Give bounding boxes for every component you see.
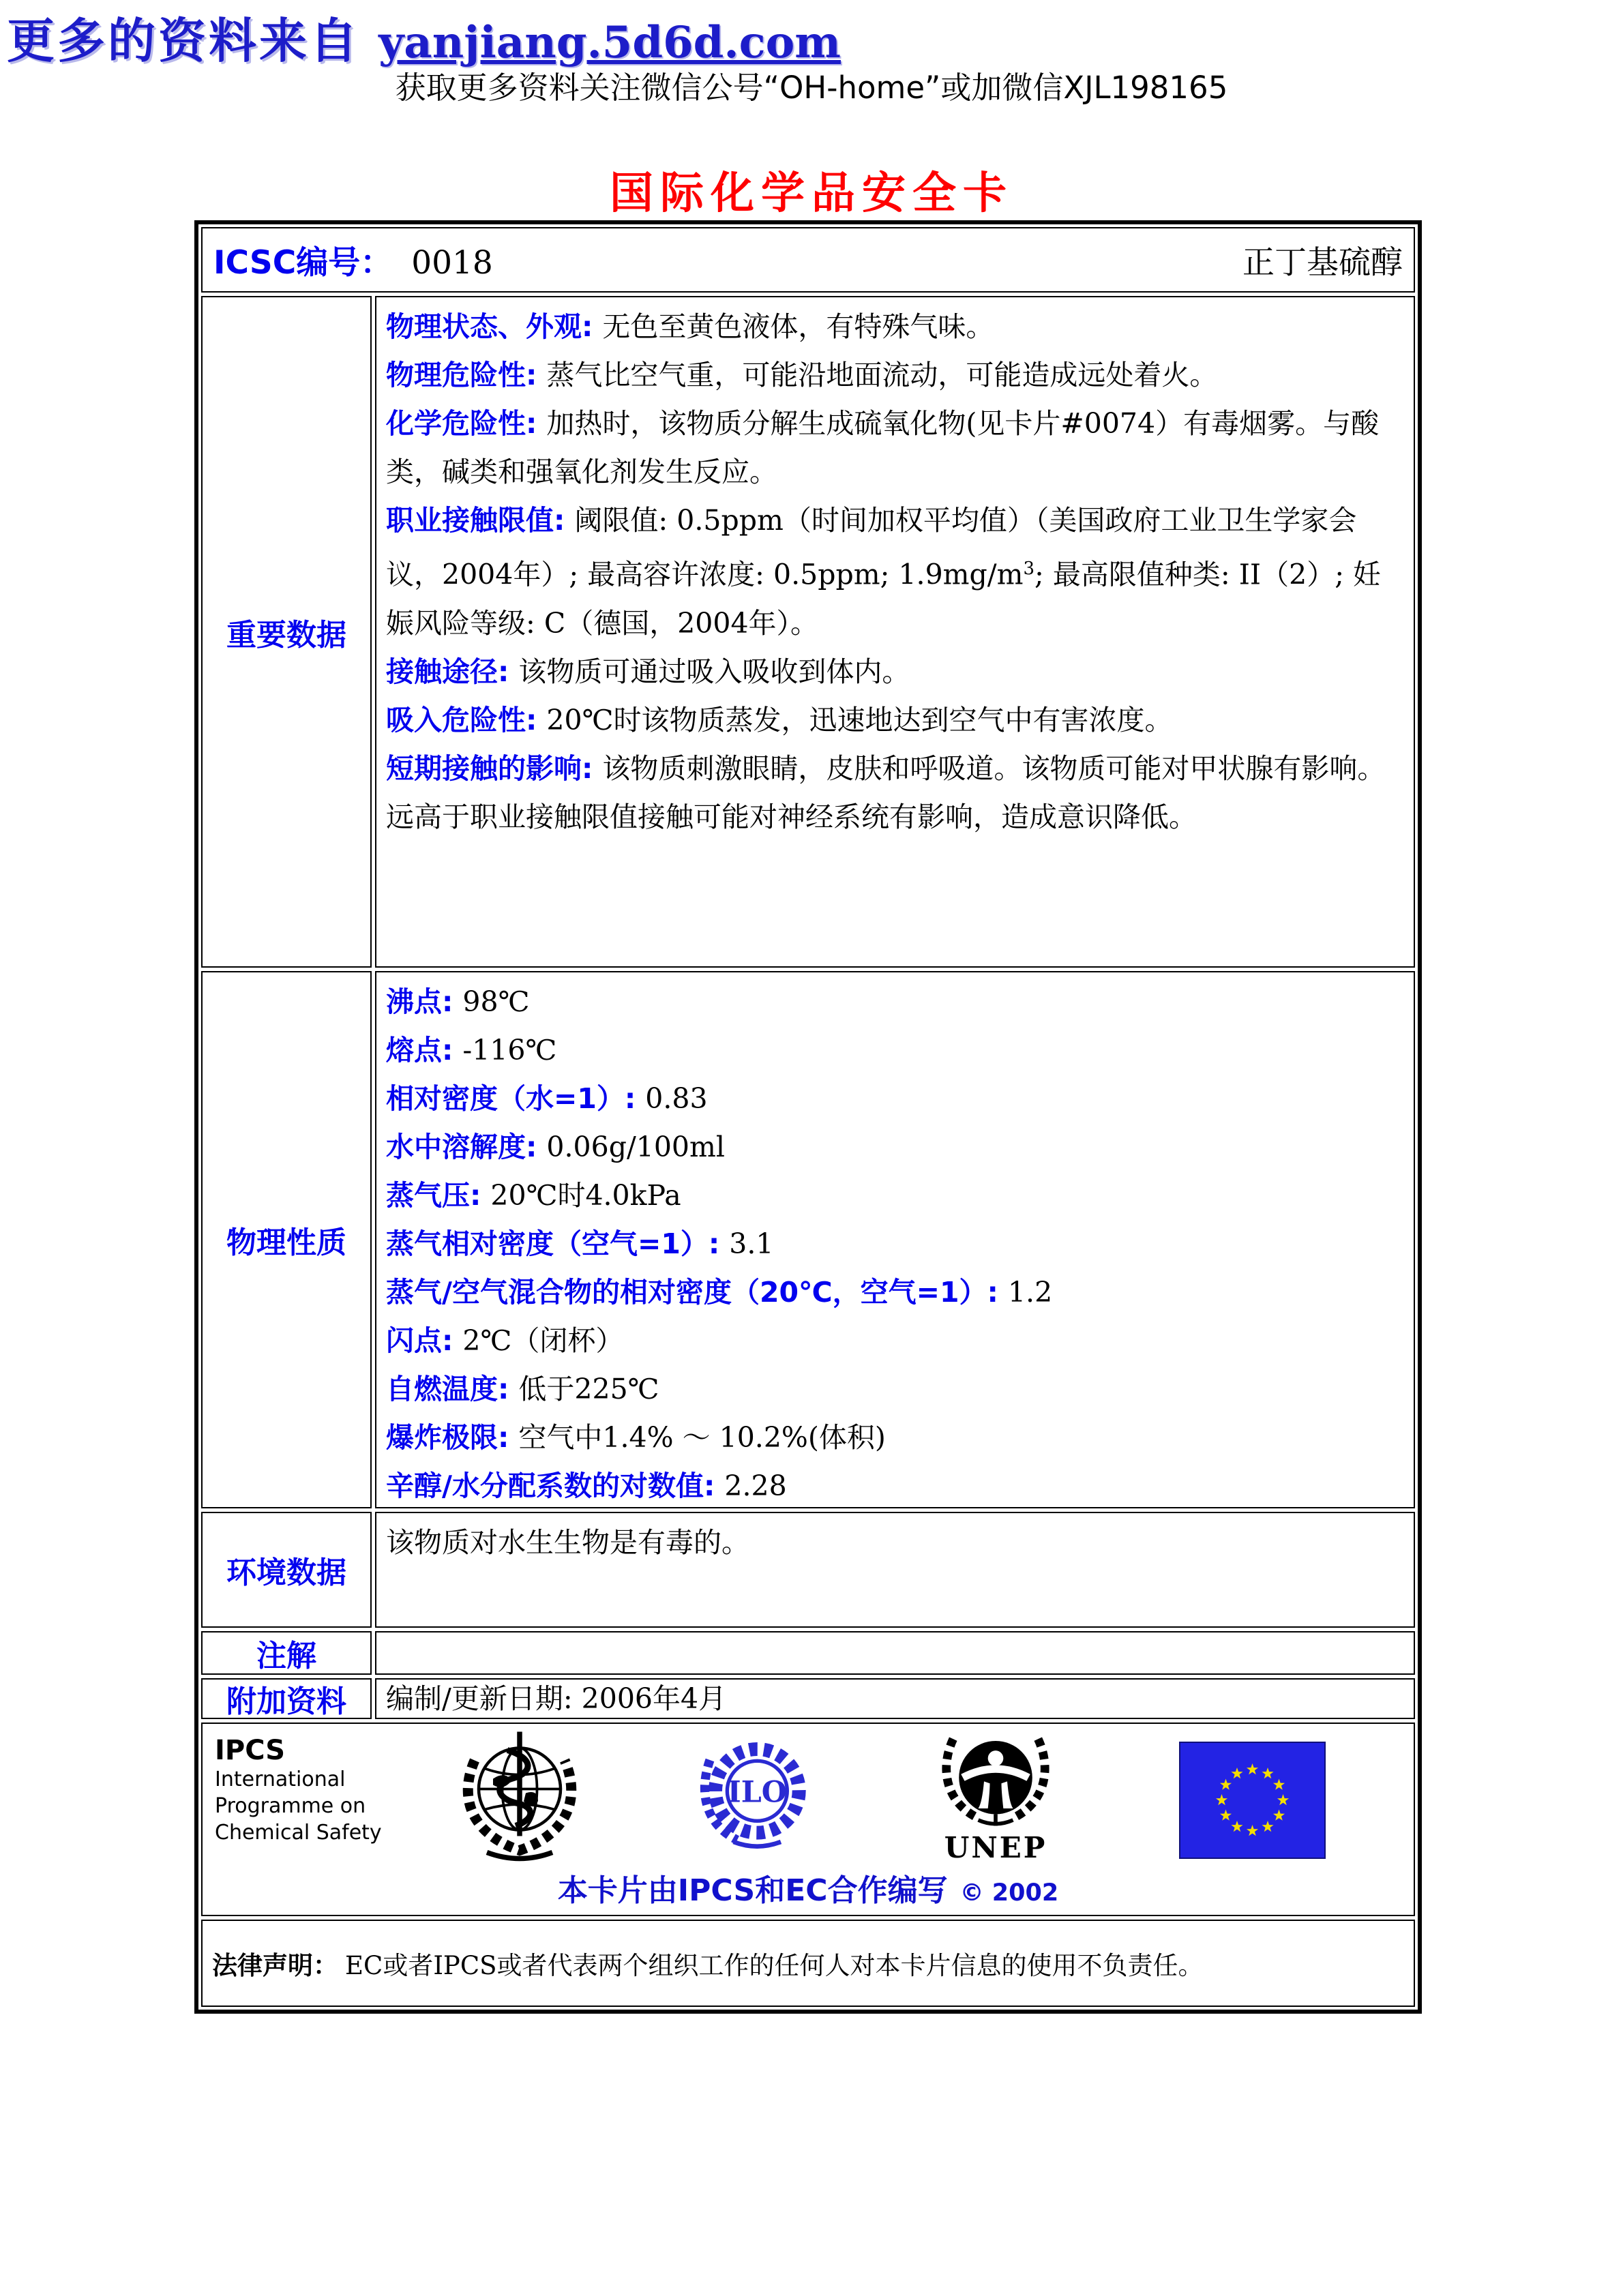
superscript-3: 3 bbox=[1023, 558, 1035, 579]
unep-logo-icon bbox=[938, 1729, 1054, 1862]
item-label: 吸入危险性: bbox=[386, 703, 537, 736]
physical-item bbox=[386, 1462, 1401, 1510]
additional-info-row bbox=[201, 1678, 1415, 1719]
item-value: 2℃（闭杯） bbox=[462, 1324, 624, 1357]
notes-content bbox=[375, 1631, 1415, 1675]
icsc-number-group bbox=[213, 237, 493, 283]
notes-row bbox=[201, 1631, 1415, 1675]
item-label: 接触途径: bbox=[386, 655, 509, 688]
item-label: 短期接触的影响: bbox=[386, 751, 593, 785]
important-item bbox=[386, 696, 1401, 745]
cooperation-text: 本卡片由IPCS和EC合作编写 bbox=[557, 1873, 948, 1908]
environment-data-content bbox=[375, 1512, 1415, 1628]
item-value: 低于225℃ bbox=[518, 1373, 659, 1405]
item-text: 蒸气比空气重，可能沿地面流动，可能造成远处着火。 bbox=[546, 359, 1218, 391]
section-label-physical: 物理性质 bbox=[201, 971, 372, 1508]
item-text: ; 最高限值种类: II（2）; 妊娠风险等级: C（德国，2004年）。 bbox=[386, 558, 1382, 640]
environment-data-row bbox=[201, 1512, 1415, 1628]
item-text: 加热时，该物质分解生成硫氧化物(见卡片#0074）有毒烟雾。与酸类，碱类和强氧化剂发生反应。 bbox=[386, 407, 1380, 488]
item-value: -116℃ bbox=[462, 1034, 557, 1067]
physical-item bbox=[386, 1365, 1401, 1414]
additional-info-content: 编制/更新日期: 2006年4月 bbox=[375, 1678, 1415, 1719]
item-value: 0.06g/100ml bbox=[546, 1131, 726, 1163]
cooperation-note bbox=[203, 1866, 1414, 1909]
section-label-notes: 注解 bbox=[201, 1631, 372, 1675]
physical-item bbox=[386, 1220, 1401, 1268]
important-data-row bbox=[201, 296, 1415, 968]
legal-row bbox=[201, 1920, 1415, 2007]
item-text: 20℃时该物质蒸发，迅速地达到空气中有害浓度。 bbox=[546, 703, 1173, 736]
icsc-number: 0018 bbox=[411, 243, 493, 282]
banner-text: 更多的资料来自 bbox=[7, 13, 360, 69]
ipcs-title: IPCS bbox=[215, 1735, 286, 1766]
item-text: 阈限值: 0.5ppm（时间加权平均值）（美国政府工业卫生学家会议，2004年）; 最高容许浓度: 0.5ppm; 1.9mg/m bbox=[386, 504, 1357, 591]
page-title: 国际化学品安全卡 bbox=[610, 168, 1013, 219]
item-value: 20℃时4.0kPa bbox=[490, 1179, 681, 1212]
section-label-environment: 环境数据 bbox=[201, 1512, 372, 1628]
environment-text: 该物质对水生生物是有毒的。 bbox=[386, 1526, 749, 1559]
important-item bbox=[386, 351, 1401, 400]
section-label-important: 重要数据 bbox=[201, 296, 372, 968]
icsc-header-cell bbox=[201, 227, 1415, 293]
item-label: 蒸气压: bbox=[386, 1179, 481, 1212]
item-label: 相对密度（水=1）: bbox=[386, 1082, 636, 1115]
who-logo-icon bbox=[458, 1729, 581, 1872]
item-label: 沸点: bbox=[386, 985, 453, 1018]
item-value: 98℃ bbox=[462, 985, 530, 1018]
item-label: 闪点: bbox=[386, 1324, 453, 1357]
item-label: 熔点: bbox=[386, 1034, 453, 1067]
important-item bbox=[386, 303, 1401, 351]
copyright-year: © 2002 bbox=[959, 1879, 1059, 1907]
logos-cell bbox=[201, 1723, 1415, 1916]
physical-item bbox=[386, 1026, 1401, 1075]
physical-properties-row bbox=[201, 971, 1415, 1508]
legal-label: 法律声明： bbox=[212, 1951, 338, 1980]
banner-site-link[interactable]: yanjiang.5d6d.com bbox=[378, 17, 841, 68]
item-label: 水中溶解度: bbox=[386, 1131, 537, 1163]
icsc-header-row bbox=[201, 227, 1415, 293]
physical-properties-content bbox=[375, 971, 1415, 1508]
banner bbox=[7, 3, 841, 72]
item-value: 1.2 bbox=[1007, 1276, 1053, 1309]
legal-text: EC或者IPCS或者代表两个组织工作的任何人对本卡片信息的使用不负责任。 bbox=[345, 1951, 1204, 1980]
item-value: 3.1 bbox=[729, 1227, 774, 1260]
important-item bbox=[386, 648, 1401, 696]
important-item bbox=[386, 400, 1401, 496]
ilo-logo-icon bbox=[699, 1733, 808, 1866]
item-label: 自燃温度: bbox=[386, 1373, 509, 1405]
banner-subtitle: 获取更多资料关注微信公号“OH-home”或加微信XJL198165 bbox=[395, 70, 1228, 106]
item-label: 职业接触限值: bbox=[386, 504, 565, 537]
physical-item bbox=[386, 1075, 1401, 1123]
physical-item bbox=[386, 1268, 1401, 1317]
eu-flag-icon bbox=[1179, 1742, 1326, 1862]
item-label: 辛醇/水分配系数的对数值: bbox=[386, 1470, 715, 1502]
item-value: 2.28 bbox=[724, 1470, 787, 1502]
important-item bbox=[386, 496, 1401, 648]
item-text: 该物质刺激眼睛，皮肤和呼吸道。该物质可能对甲状腺有影响。远高于职业接触限值接触可能对神经系统有影响，造成意识降低。 bbox=[386, 751, 1386, 833]
physical-item bbox=[386, 1172, 1401, 1220]
section-label-additional: 附加资料 bbox=[201, 1678, 372, 1719]
item-label: 爆炸极限: bbox=[386, 1421, 509, 1454]
chemical-name: 正丁基硫醇 bbox=[1242, 243, 1403, 282]
item-label: 蒸气相对密度（空气=1）: bbox=[386, 1227, 720, 1260]
legal-cell bbox=[201, 1920, 1415, 2007]
logos-row bbox=[201, 1723, 1415, 1916]
ipcs-subtitle-line: Chemical Safety bbox=[215, 1821, 382, 1845]
physical-item bbox=[386, 978, 1401, 1026]
physical-item bbox=[386, 1123, 1401, 1172]
ipcs-block bbox=[215, 1735, 382, 1846]
important-item bbox=[386, 745, 1401, 841]
ipcs-subtitle-line: International bbox=[215, 1768, 346, 1791]
item-label: 蒸气/空气混合物的相对密度（20℃，空气=1）: bbox=[386, 1276, 998, 1309]
item-value: 空气中1.4% ～ 10.2%(体积) bbox=[518, 1421, 886, 1454]
item-text: 该物质可通过吸入吸收到体内。 bbox=[518, 655, 910, 688]
item-label: 化学危险性: bbox=[386, 407, 537, 440]
ipcs-subtitle-line: Programme on bbox=[215, 1794, 366, 1818]
physical-item bbox=[386, 1414, 1401, 1462]
icsc-label: ICSC编号： bbox=[213, 243, 393, 282]
item-label: 物理危险性: bbox=[386, 359, 537, 391]
ilo-logo-text: ILO bbox=[727, 1775, 787, 1810]
physical-item bbox=[386, 1317, 1401, 1365]
item-value: 0.83 bbox=[645, 1082, 708, 1115]
item-text: 无色至黄色液体，有特殊气味。 bbox=[602, 310, 994, 343]
unep-logo-text: UNEP bbox=[944, 1831, 1047, 1864]
item-label: 物理状态、外观: bbox=[386, 310, 593, 343]
important-data-content bbox=[375, 296, 1415, 968]
safety-card-table bbox=[194, 220, 1422, 2014]
